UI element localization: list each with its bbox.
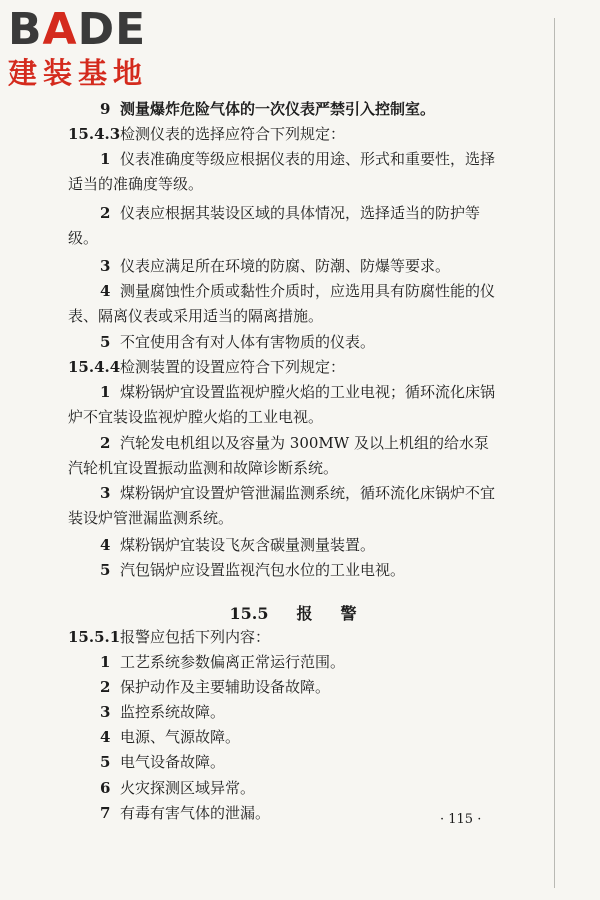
list-item-continuation: 表、隔离仪表或采用适当的隔离措施。: [68, 307, 324, 325]
list-item-continuation: 装设炉管泄漏监测系统。: [68, 509, 234, 527]
list-item-continuation: 汽轮机宜设置振动监测和故障诊断系统。: [68, 459, 339, 477]
page-number: · 115 ·: [440, 812, 482, 827]
list-item: 1 仪表准确度等级应根据仪表的用途、形式和重要性，选择: [100, 150, 496, 168]
list-item: 3 煤粉锅炉宜设置炉管泄漏监测系统，循环流化床锅炉不宜: [100, 484, 496, 502]
clause-heading: 15.4.3检测仪表的选择应符合下列规定：: [68, 125, 346, 143]
list-item: 1 工艺系统参数偏离正常运行范围。: [100, 653, 346, 671]
list-item: 1 煤粉锅炉宜设置监视炉膛火焰的工业电视；循环流化床锅: [100, 383, 496, 401]
logo-subtitle: 建装基地: [8, 56, 149, 90]
list-item: 3 仪表应满足所在环境的防腐、防潮、防爆等要求。: [100, 257, 451, 275]
list-item: 5 不宜使用含有对人体有害物质的仪表。: [100, 333, 376, 351]
list-item: 5 汽包锅炉应设置监视汽包水位的工业电视。: [100, 561, 406, 579]
list-item: 5 电气设备故障。: [100, 753, 226, 771]
brand-logo: [8, 6, 183, 90]
list-item-continuation: 级。: [68, 229, 99, 247]
list-item: 2 保护动作及主要辅助设备故障。: [100, 678, 331, 696]
list-item: 4 煤粉锅炉宜装设飞灰含碳量测量装置。: [100, 536, 376, 554]
page-edge-line: [554, 18, 555, 888]
list-item-continuation: 炉不宜装设监视炉膛火焰的工业电视。: [68, 408, 324, 426]
clause-heading: 15.5.1报警应包括下列内容：: [68, 628, 271, 646]
section-title: 15.5 报 警: [229, 604, 357, 623]
list-item: 4 电源、气源故障。: [100, 728, 241, 746]
clause-heading: 15.4.4检测装置的设置应符合下列规定：: [68, 358, 346, 376]
list-item: 2 汽轮发电机组以及容量为 300MW 及以上机组的给水泵: [100, 434, 489, 452]
logo-wordmark: BADE: [8, 4, 147, 55]
list-item: 6 火灾探测区域异常。: [100, 779, 256, 797]
list-item: 7 有毒有害气体的泄漏。: [100, 804, 271, 822]
list-item: 4 测量腐蚀性介质或黏性介质时，应选用具有防腐性能的仪: [100, 282, 496, 300]
list-item-continuation: 适当的准确度等级。: [68, 175, 204, 193]
list-item: 3 监控系统故障。: [100, 703, 226, 721]
list-item: 2 仪表应根据其装设区域的具体情况，选择适当的防护等: [100, 204, 481, 222]
list-item: 9 测量爆炸危险气体的一次仪表严禁引入控制室。: [100, 100, 436, 118]
